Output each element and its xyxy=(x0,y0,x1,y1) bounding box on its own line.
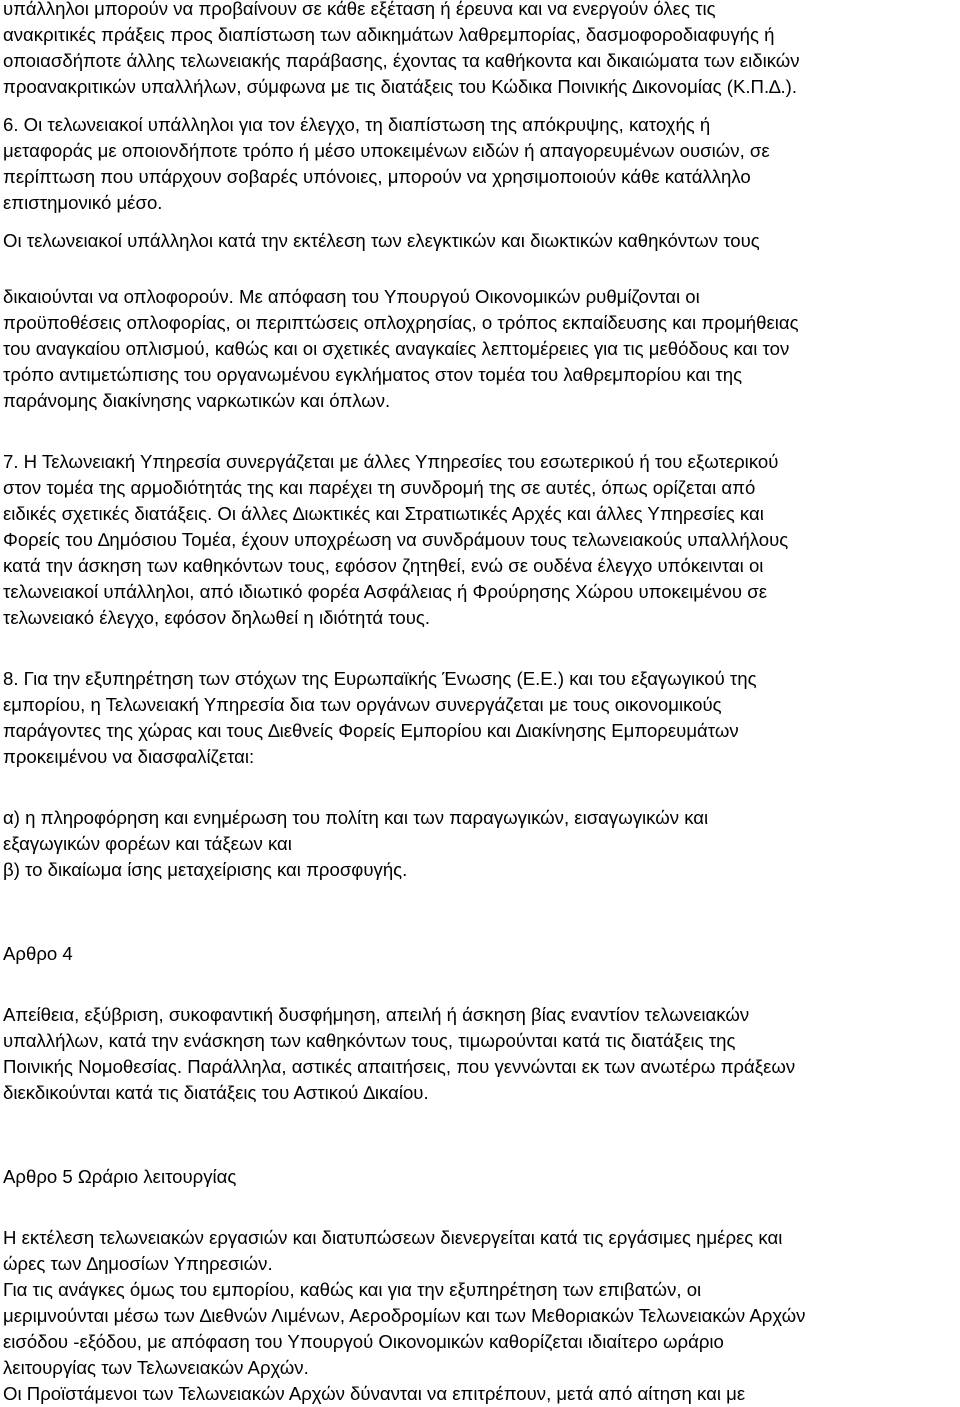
text-line: 6. Οι τελωνειακοί υπάλληλοι για τον έλεγχο, τη διαπίστωση της απόκρυψης, κατοχής ή xyxy=(3,114,711,135)
text-line: ειδικές σχετικές διατάξεις. Οι άλλες ∆ιωκτικές και Στρατιωτικές Αρχές και άλλες Υπηρεσίες και xyxy=(3,503,764,524)
paragraph-6-weapons xyxy=(3,228,958,414)
text-line: εισόδου -εξόδου, με απόφαση του Υπουργού Οικονομικών καθορίζεται ιδιαίτερο ωράριο xyxy=(3,1331,724,1352)
text-line: μεταφοράς με οποιονδήποτε τρόπο ή μέσο υποκειμένων ειδών ή απαγορευμένων ουσιών, σε xyxy=(3,140,770,161)
text-line: υπάλληλοι μπορούν να προβαίνουν σε κάθε εξέταση ή έρευνα και να ενεργούν όλες τις xyxy=(3,0,716,19)
text-line: τελωνειακοί υπάλληλοι, από ιδιωτικό φορέα Ασφάλειας ή Φρούρησης Χώρου υποκειμένου σε xyxy=(3,581,768,602)
paragraph-6 xyxy=(3,112,958,216)
text-line: εμπορίου, η Τελωνειακή Υπηρεσία δια των οργάνων συνεργάζεται με τους οικονομικούς xyxy=(3,694,722,715)
text-line: Φορείς του ∆ημόσιου Τομέα, έχουν υποχρέωση να συνδράμουν τους τελωνειακούς υπαλλήλους xyxy=(3,529,789,550)
text-line: διεκδικούνται κατά τις διατάξεις του Αστικού ∆ικαίου. xyxy=(3,1082,429,1103)
text-line: Η εκτέλεση τελωνειακών εργασιών και διατυπώσεων διενεργείται κατά τις εργάσιμες ημέρες και xyxy=(3,1227,783,1248)
paragraph-8-list xyxy=(3,805,958,883)
text-line: Οι Προϊστάμενοι των Τελωνειακών Αρχών δύνανται να επιτρέπουν, μετά από αίτηση και με xyxy=(3,1383,746,1404)
article-4-heading: Αρθρο 4 xyxy=(3,943,73,964)
text-line: περίπτωση που υπάρχουν σοβαρές υπόνοιες, μπορούν να χρησιμοποιούν κάθε κατάλληλο xyxy=(3,166,751,187)
text-line: επιστημονικό μέσο. xyxy=(3,192,163,213)
text-line: του αναγκαίου οπλισμού, καθώς και οι σχετικές αναγκαίες λεπτομέρειες για τις μεθόδους και τον xyxy=(3,338,790,359)
text-line: Ποινικής Νομοθεσίας. Παράλληλα, αστικές απαιτήσεις, που γεννώνται εκ των ανωτέρω πράξεων xyxy=(3,1056,796,1077)
text-line: Για τις ανάγκες όμως του εμπορίου, καθώς και για την εξυπηρέτηση των επιβατών, οι xyxy=(3,1279,702,1300)
text-line: τρόπο αντιμετώπισης του οργανωμένου εγκλήματος στον τομέα του λαθρεμπορίου και της xyxy=(3,364,743,385)
paragraph-8 xyxy=(3,666,958,770)
article-4-body xyxy=(3,1002,958,1106)
paragraph-7 xyxy=(3,449,958,631)
text-line: υπαλλήλων, κατά την ενάσκηση των καθηκόντων τους, τιμωρούνται κατά τις διατάξεις της xyxy=(3,1030,736,1051)
text-line: στον τομέα της αρμοδιότητάς της και παρέχει τη συνδρομή της σε αυτές, όπως ορίζεται από xyxy=(3,477,756,498)
text-line: δικαιούνται να οπλοφορούν. Με απόφαση του Υπουργού Οικονομικών ρυθμίζονται οι xyxy=(3,286,700,307)
list-item: εξαγωγικών φορέων και τάξεων και xyxy=(3,833,292,854)
text-line: προκειμένου να διασφαλίζεται: xyxy=(3,746,255,767)
text-line: ώρες των ∆ημοσίων Υπηρεσιών. xyxy=(3,1253,273,1274)
text-line: τελωνειακό έλεγχο, εφόσον δηλωθεί η ιδιότητά τους. xyxy=(3,607,431,628)
text-line: λειτουργίας των Τελωνειακών Αρχών. xyxy=(3,1357,309,1378)
text-line: μεριμνούνται μέσω των ∆ιεθνών Λιμένων, Αεροδρομίων και των Μεθοριακών Τελωνειακών Αρχών xyxy=(3,1305,806,1326)
list-item: α) η πληροφόρηση και ενημέρωση του πολίτη και των παραγωγικών, εισαγωγικών και xyxy=(3,807,709,828)
text-line: Απείθεια, εξύβριση, συκοφαντική δυσφήμηση, απειλή ή άσκηση βίας εναντίον τελωνειακών xyxy=(3,1004,750,1025)
text-line: προϋποθέσεις οπλοφορίας, οι περιπτώσεις οπλοχρησίας, ο τρόπος εκπαίδευσης και προμήθειας xyxy=(3,312,799,333)
article-5-body xyxy=(3,1225,958,1407)
list-item: β) το δικαίωμα ίσης μεταχείρισης και προσφυγής. xyxy=(3,859,408,880)
text-line: παράγοντες της χώρας και τους ∆ιεθνείς Φορείς Εμπορίου και ∆ιακίνησης Εμπορευμάτων xyxy=(3,720,739,741)
text-line: Οι τελωνειακοί υπάλληλοι κατά την εκτέλεση των ελεγκτικών και διωκτικών καθηκόντων τους xyxy=(3,230,760,251)
text-line: προανακριτικών υπαλλήλων, σύμφωνα με τις διατάξεις του Κώδικα Ποινικής ∆ικονομίας (Κ.Π.∆.). xyxy=(3,76,798,97)
document-page xyxy=(3,0,958,1407)
paragraph-5-continuation xyxy=(3,0,958,100)
text-line: παράνομης διακίνησης ναρκωτικών και όπλων. xyxy=(3,390,391,411)
text-line: οποιασδήποτε άλλης τελωνειακής παράβασης, έχοντας τα καθήκοντα και δικαιώματα των ειδικών xyxy=(3,50,800,71)
text-line: ανακριτικές πράξεις προς διαπίστωση των αδικημάτων λαθρεμπορίας, δασμοφοροδιαφυγής ή xyxy=(3,24,775,45)
text-line: 7. Η Τελωνειακή Υπηρεσία συνεργάζεται με άλλες Υπηρεσίες του εσωτερικού ή του εξωτερικού xyxy=(3,451,779,472)
article-5-heading: Αρθρο 5 Ωράριο λειτουργίας xyxy=(3,1166,237,1187)
text-line: κατά την άσκηση των καθηκόντων τους, εφόσον ζητηθεί, ενώ σε ουδένα έλεγχο υπόκεινται οι xyxy=(3,555,764,576)
text-line: 8. Για την εξυπηρέτηση των στόχων της Ευρωπαϊκής Ένωσης (Ε.Ε.) και του εξαγωγικού της xyxy=(3,668,757,689)
